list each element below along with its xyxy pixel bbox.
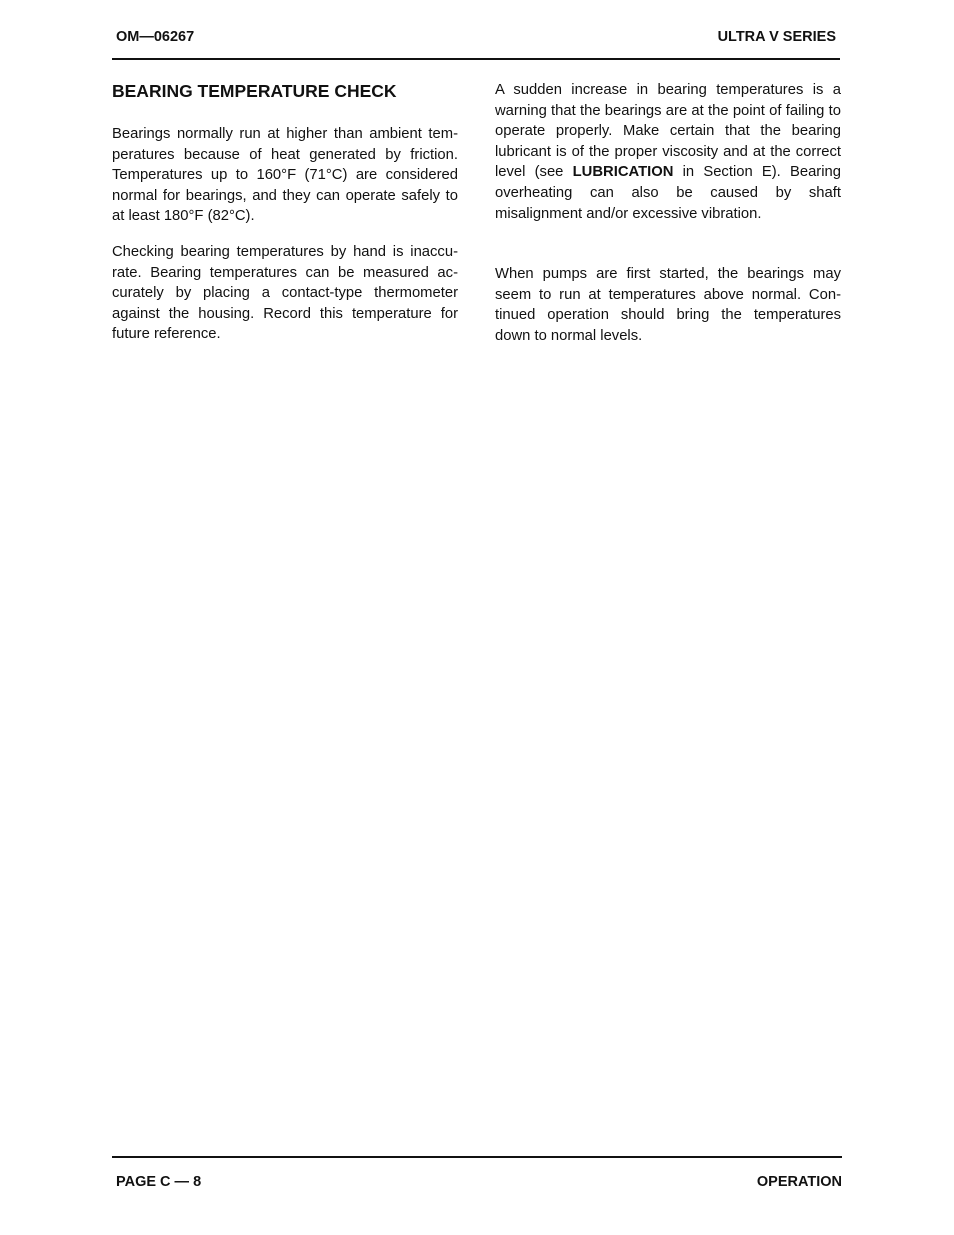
- paragraph-text: in Section E). Bearing overheating can also be caused by shaft misalignment and/or excessive vibration.: [495, 164, 841, 222]
- paragraph-startup: When pumps are first started, the bearings may seem to run at temperatures above normal. Continued operation should bring the temperatures down to normal levels.: [495, 266, 841, 344]
- page-number: PAGE C — 8: [116, 1174, 202, 1190]
- page-footer: [112, 1156, 842, 1198]
- right-column: [495, 80, 841, 362]
- paragraph-text: A sudden increase in bearing temperatures is a warning that the bearings are at the point of failing to operate properly. Make certain that the bearing lubricant is of the proper viscosity and at the correct level (see: [495, 82, 841, 181]
- paragraph-temperature-increase: [495, 80, 841, 224]
- left-column: [112, 80, 458, 360]
- page-header: [112, 28, 840, 60]
- paragraph-measuring-temperature: Checking bearing temperatures by hand is inaccurate. Bearing temperatures can be measured accurately by placing a contact-type thermometer against the housing. Record this temperature for future reference.: [112, 243, 458, 343]
- section-heading: BEARING TEMPERATURE CHECK: [112, 81, 397, 101]
- paragraph-normal-temperatures: Bearings normally run at higher than ambient temperatures because of heat generated by friction. Temperatures up to 160°F (71°C) are considered normal for bearings, and they can operate safely to at least 180°F (82°C).: [112, 126, 458, 225]
- product-series: ULTRA V SERIES: [717, 29, 836, 45]
- section-name: OPERATION: [756, 1174, 842, 1190]
- lubrication-reference: LUBRICATION: [572, 164, 674, 181]
- document-id: OM—06267: [116, 29, 195, 45]
